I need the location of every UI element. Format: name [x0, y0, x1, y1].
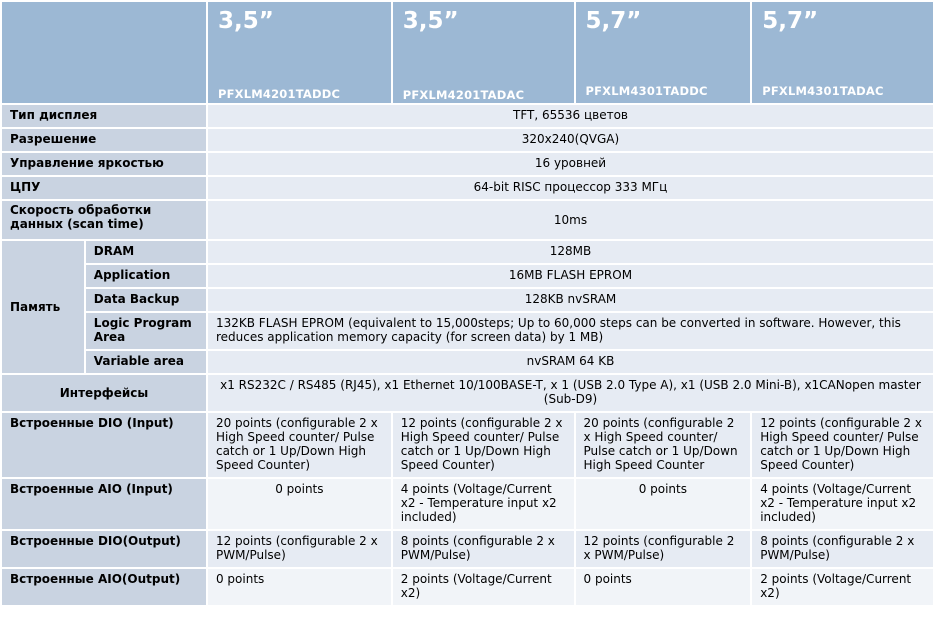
header-model-4: [751, 1, 934, 104]
row-memory-application: [1, 264, 934, 288]
row-value: TFT, 65536 цветов: [207, 104, 934, 128]
header-model-2: [392, 1, 575, 104]
header-model-3: [575, 1, 752, 104]
memory-item-label: Application: [85, 264, 207, 288]
value-cell: 0 points: [207, 568, 392, 606]
row-display-type: [1, 104, 934, 128]
row-label: ЦПУ: [1, 176, 207, 200]
value-cell: 12 points (configurable 2 x High Speed counter/ Pulse catch or 1 Up/Down High Speed Counter): [392, 412, 575, 478]
memory-item-label: Variable area: [85, 350, 207, 374]
row-value: 64-bit RISC процессор 333 МГц: [207, 176, 934, 200]
row-aio-output: [1, 568, 934, 606]
row-value: x1 RS232C / RS485 (RJ45), x1 Ethernet 10/100BASE-T, x 1 (USB 2.0 Type A), x1 (USB 2.0 Mini-B), x1CANopen master (Sub-D9): [207, 374, 934, 412]
row-value: 16 уровней: [207, 152, 934, 176]
value-cell: 20 points (configurable 2 x High Speed counter/ Pulse catch or 1 Up/Down High Speed Counter): [207, 412, 392, 478]
value-cell: 0 points: [575, 568, 752, 606]
memory-item-value: nvSRAM 64 KB: [207, 350, 934, 374]
memory-item-label: Data Backup: [85, 288, 207, 312]
row-memory-variable: [1, 350, 934, 374]
row-aio-input: [1, 478, 934, 530]
row-label: Встроенные AIO(Output): [1, 568, 207, 606]
screen-size: 5,7”: [762, 8, 819, 34]
row-label: Встроенные DIO(Output): [1, 530, 207, 568]
model-number: PFXLM4201TADDC: [217, 87, 341, 101]
value-cell: 12 points (configurable 2 x PWM/Pulse): [575, 530, 752, 568]
memory-item-label: DRAM: [85, 240, 207, 264]
value-cell: 8 points (configurable 2 x PWM/Pulse): [392, 530, 575, 568]
row-label: Интерфейсы: [1, 374, 207, 412]
value-cell: 4 points (Voltage/Current x2 - Temperature input x2 included): [751, 478, 934, 530]
value-cell: 12 points (configurable 2 x PWM/Pulse): [207, 530, 392, 568]
row-value: 320x240(QVGA): [207, 128, 934, 152]
value-cell: 0 points: [207, 478, 392, 530]
row-memory-backup: [1, 288, 934, 312]
model-number: PFXLM4301TADAC: [762, 84, 884, 98]
value-cell: 2 points (Voltage/Current x2): [392, 568, 575, 606]
memory-item-value: 128MB: [207, 240, 934, 264]
row-memory-logic: [1, 312, 934, 350]
row-interfaces: [1, 374, 934, 412]
row-resolution: [1, 128, 934, 152]
row-memory-dram: [1, 240, 934, 264]
row-label: Тип дисплея: [1, 104, 207, 128]
value-cell: 20 points (configurable 2 x High Speed counter/ Pulse catch or 1 Up/Down High Speed Counter: [575, 412, 752, 478]
row-label: Разрешение: [1, 128, 207, 152]
row-label: Встроенные AIO (Input): [1, 478, 207, 530]
model-number: PFXLM4201TADAC: [402, 88, 525, 102]
row-value: 10ms: [207, 200, 934, 240]
value-cell: 8 points (configurable 2 x PWM/Pulse): [751, 530, 934, 568]
screen-size: 3,5”: [402, 8, 459, 34]
row-dio-output: [1, 530, 934, 568]
header-model-1: [207, 1, 392, 104]
memory-label: Память: [1, 240, 85, 374]
row-label: Управление яркостью: [1, 152, 207, 176]
memory-item-value: 128KB nvSRAM: [207, 288, 934, 312]
value-cell: 2 points (Voltage/Current x2): [751, 568, 934, 606]
memory-item-value: 16MB FLASH EPROM: [207, 264, 934, 288]
memory-item-label: Logic Program Area: [85, 312, 207, 350]
row-brightness: [1, 152, 934, 176]
value-cell: 0 points: [575, 478, 752, 530]
screen-size: 3,5”: [217, 8, 274, 34]
row-label: Скорость обработки данных (scan time): [1, 200, 207, 240]
screen-size: 5,7”: [585, 8, 642, 34]
value-cell: 12 points (configurable 2 x High Speed counter/ Pulse catch or 1 Up/Down High Speed Counter): [751, 412, 934, 478]
row-scan-time: [1, 200, 934, 240]
memory-item-value: 132KB FLASH EPROM (equivalent to 15,000steps; Up to 60,000 steps can be converted in software. However, this reduces application memory capacity (for screen data) by 1 MB): [207, 312, 934, 350]
row-dio-input: [1, 412, 934, 478]
row-label: Встроенные DIO (Input): [1, 412, 207, 478]
header-blank: [1, 1, 207, 104]
value-cell: 4 points (Voltage/Current x2 - Temperature input x2 included): [392, 478, 575, 530]
row-cpu: [1, 176, 934, 200]
model-number: PFXLM4301TADDC: [585, 84, 708, 98]
header-row: [1, 1, 934, 104]
